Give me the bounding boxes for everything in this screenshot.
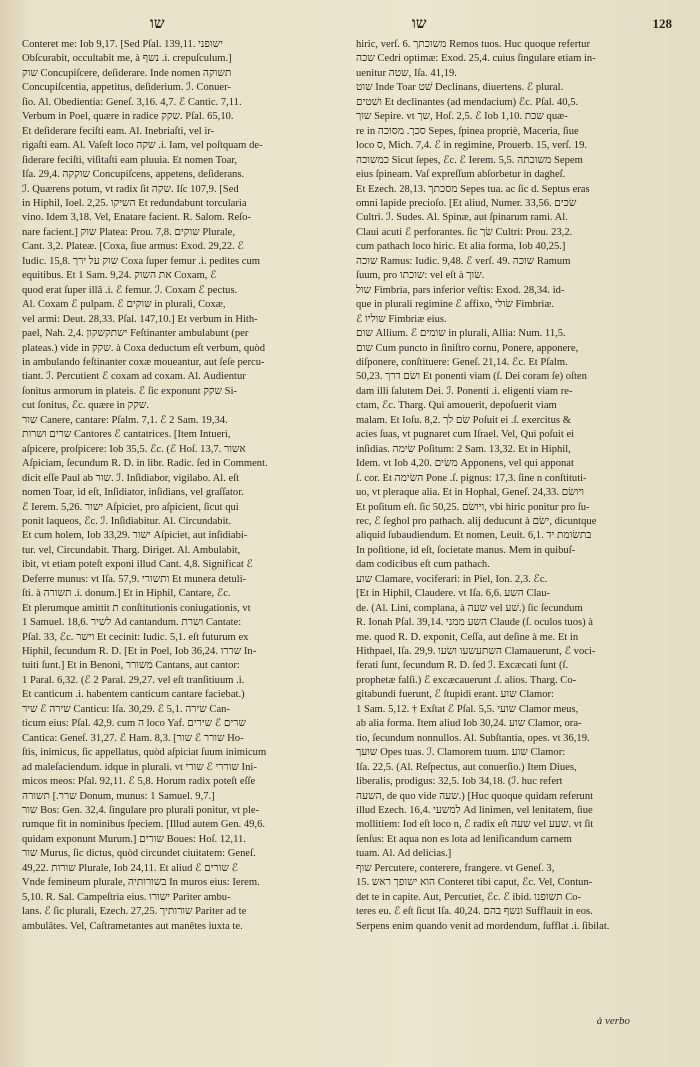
text-line: שרר.] תשורה Donum, munus: 1 Samuel. 9,7.] bbox=[22, 790, 215, 802]
text-line: quidam exponunt Murum.] שורים Boues: Hoſ. 12,11. bbox=[22, 833, 246, 845]
text-line: uo, vt pleraque alia. Et in Hophal, Geneſ. 24,33. ויושׂם bbox=[356, 487, 584, 499]
text-line: 50,23. ושׂם דרך Et ponenti viam (ſ. Dei coram ſe) oſten bbox=[356, 371, 587, 383]
text-line: eius ſpineam. Vaſ expreſſum abſorbetur in dagheſ. bbox=[356, 169, 566, 181]
text-line: ponit laqueos, ℰc. ℐ. Inſidiabitur. Al. Circundabit. bbox=[22, 515, 232, 527]
text-line: ℐ. Quærens potum, vt radix ſit שקה. Iſc 107,9. [Sed bbox=[22, 183, 239, 195]
text-line: uenitur שטה, Iſa. 41,19. bbox=[356, 67, 457, 79]
text-line: Et plerumque amittit ת conſtitutionis coniugationis, vt bbox=[22, 602, 251, 614]
text-line: aliquid ſubaudiendum. Et nomen, Leuit. 6,1. בתשׂומת יד bbox=[356, 530, 592, 542]
text-line: כמשוכה Sicut ſepes, ℰc. ℰ Ierem. 5,5. משוכתה Sepem bbox=[356, 154, 583, 166]
left-column bbox=[22, 38, 342, 1043]
text-line: Hithpael, Iſa. 29,9. השתעשעו ושׂעו Clamauerunt, ℰ voci- bbox=[356, 646, 596, 658]
text-line: In poſitione, id eſt, ſocietate manus. Mem in quibuſ- bbox=[356, 544, 576, 556]
text-line: Iſa. 22,5. (Al. Reſpectus, aut conuerſio.) Item Diues, bbox=[356, 761, 577, 773]
text-line: de. (Al. Lini, complana, à שעה vel שׁע.) ſic ſecundum bbox=[356, 602, 583, 614]
text-line: ſti. à תשורה .i. donum.] Et in Hiphil, Cantare, ℰc. bbox=[22, 588, 231, 600]
text-line: diſponere, conſtituere: Geneſ. 21,14. ℰc. Et Pſalm. bbox=[356, 356, 568, 368]
text-line: ambulātes. Vel, Caſtrametantes aut manētes iuxta te. bbox=[22, 920, 243, 932]
right-column bbox=[356, 38, 676, 1043]
text-line: omni lapide precioſo. [Et aliud, Numer. 33,56. שׂכים bbox=[356, 197, 577, 209]
text-line: cum pathach loco hiric. Et alia forma, Iob 40,25.] bbox=[356, 241, 566, 253]
text-line: loco ס, Mich. 7,4. ℰ in regimine, Prouerb. 15, verſ. 19. bbox=[356, 140, 588, 152]
text-line: Iſa. 29,4. שוקקה Concupiſcens, appetens, deſiderans. bbox=[22, 169, 245, 181]
text-line: שור Bos: Gen. 32,4. ſingulare pro plurali ponitur, vt ple- bbox=[22, 805, 260, 817]
text-line: ſonitus armorum in plateis. ℰ ſic exponunt שקק Si- bbox=[22, 385, 238, 397]
text-line: dicit eſſe Paul ab שור. ℐ. Inſidiabor, vigilabo. Al. eſt bbox=[22, 472, 240, 484]
text-line: in Hiphil, Ioel. 2,25. השיקו Et redundabunt torcularia bbox=[22, 197, 247, 209]
text-line: prophetæ falſi.) ℰ excæcauerunt .ſ. alios. Tharg. Co- bbox=[356, 674, 577, 686]
text-line: ſuum, pro שוכתו: vel eſt à שׂוך. bbox=[356, 270, 485, 282]
text-line: Conteret me: Iob 9,17. [Sed Pſal. 139,11. ישופני bbox=[22, 39, 223, 50]
text-line: acies ſuas, vt pugnaret cum Iſrael. Vel, Qui poſuit ei bbox=[356, 429, 575, 441]
text-line: dam codicibus eſt cum pathach. bbox=[356, 559, 490, 571]
text-line: rec, ℰ ſeghol pro pathach. alij deducunt à ישׂם, dicuntque bbox=[356, 515, 597, 527]
text-line: שול Fimbria, pars inferior veſtis: Exod. 28,34. id- bbox=[356, 284, 565, 296]
text-line: ad maleſaciendum. idque in plurali. vt שורי ℰ שוררי Ini- bbox=[22, 761, 257, 773]
text-line: שוק Concupiſcere, deſiderare. Inde nomen תשוקה bbox=[22, 67, 232, 79]
text-line: Et Ezech. 28,13. מסכתך Sepes tua. ac ſic d. Septus eras bbox=[356, 183, 590, 195]
text-line: Serpens enim quando venit ad mordendum, ſufflat .i. ſibilat. bbox=[356, 920, 610, 932]
text-line: Cultri. ℐ. Sudes. Al. Spinæ, aut ſpinarum rami. Al. bbox=[356, 212, 568, 224]
text-line: Pſal. 33, ℰc. וישר Et cecinit: Iudic. 5,1. eſt futurum ex bbox=[22, 631, 249, 643]
text-line: pael, Nah. 2,4. ישתקשקון Feſtinanter ambulabunt (per bbox=[22, 328, 249, 340]
text-line: ſ. cor. Et השׂימה Pone .ſ. pignus: 17,3. ſine n conſtituti- bbox=[356, 472, 587, 484]
header-left-letter: שו bbox=[150, 16, 165, 32]
text-line: re in סכך. מסוכה Sepes, ſpinea propriè, Maceria, ſiue bbox=[356, 125, 579, 137]
text-line: שוך Sepire. vt שך, Hoſ. 2,5. ℰ Iob 1,10. שכת quæ- bbox=[356, 111, 568, 123]
header-mid-letter: שו bbox=[412, 16, 427, 32]
text-line: Aſpiciam, ſecundum R. D. in libr. Radic. ſed in Comment. bbox=[22, 458, 268, 470]
text-line: Et cum holem, Iob 33,29. ישור Aſpiciet, aut inſidiabi- bbox=[22, 530, 248, 542]
text-line: ℰ שוליו Fimbriæ eius. bbox=[356, 313, 447, 325]
text-line: tio, ſecundum nonnullos. Al. Subſtantia, opes. vt 36,19. bbox=[356, 732, 590, 744]
text-line: Et canticum .i. habentem canticum cantare faciebat.) bbox=[22, 689, 245, 701]
text-line: ab alia forma. Item aliud Iob 30,24. שוע Clamor, ora- bbox=[356, 718, 582, 730]
text-line: me. quod R. D. exponit, Ceſſa, aut deſine à me. Et in bbox=[356, 631, 579, 643]
text-line: tiant. ℐ. Percutient ℰ coxam ad coxam. Al. Audientur bbox=[22, 371, 246, 383]
text-line: Et deſiderare feciſti eam. Al. Inebriaſti, vel ir- bbox=[22, 125, 215, 137]
text-line: [Et in Hiphil, Claudere. vt Iſa. 6,6. השע Clau- bbox=[356, 588, 551, 600]
text-line: equitibus. Et 1 Sam. 9,24. את השוק Coxam, ℰ bbox=[22, 270, 217, 282]
text-line: Et poſitum eſt. ſic 50,25. ויושׂם, vbi hiric ponitur pro ſu- bbox=[356, 501, 590, 513]
text-line: Iudic. 15,8. שוק על ירך Coxa ſuper femur .i. pedites cum bbox=[22, 255, 261, 267]
text-line: tuam. Al. Ad delicias.] bbox=[356, 848, 452, 860]
text-line: ibit, vt etiam poteſt exponi illud Cant. 4,8. Significat ℰ bbox=[22, 559, 253, 571]
text-line: cut ſonitus, ℰc. quære in שקק. bbox=[22, 400, 150, 412]
text-line: Deferre munus: vt Iſa. 57,9. ותשורי Et munera detuli- bbox=[22, 573, 247, 585]
text-line: vel armi: Deut. 28,33. Pſal. 147,10.] Et verbum in Hith- bbox=[22, 313, 258, 325]
text-line: gitabundi fuerunt, ℰ ſtupidi erant. שוע Clamor: bbox=[356, 689, 554, 701]
text-line: lans. ℰ ſic plurali, Ezech. 27,25. שורותיך Pariter ad te bbox=[22, 906, 247, 918]
text-line: Verbum in Poel, quære in radice שקק. Pſal. 65,10. bbox=[22, 111, 234, 123]
text-line: שוף Percutere, conterere, frangere. vt Geneſ. 3, bbox=[356, 862, 555, 874]
text-line: Cant. 3,2. Plateæ. [Coxa, ſiue armus: Exod. 29,22. ℰ bbox=[22, 241, 244, 253]
text-line: rumque fit in nominibus ſpeciem. [Illud autem Gen. 49,6. bbox=[22, 819, 266, 831]
text-line: ſenſus: Et aqua non es lota ad leniſicandum carnem bbox=[356, 833, 572, 845]
text-line: mollitiem: Iod eſt loco n, ℰ radix eſt שעה vel שעע. vt ſit bbox=[356, 819, 594, 831]
page-number: 128 bbox=[652, 16, 672, 31]
text-line: nomen Toar, id eſt, Inſidiator, inſidians, vel graſſator. bbox=[22, 487, 244, 499]
text-line: nare facient.] שוק Platea: Prou. 7,8. שוקים Plurale, bbox=[22, 226, 235, 238]
text-line: ℰ Ierem. 5,26. ישור Aſpiciet, pro aſpicient, ſicut qui bbox=[22, 501, 239, 513]
text-line: שוע Clamare, vociferari: in Piel, Ion. 2,3. ℰc. bbox=[356, 573, 548, 585]
text-line: שום Allium. ℰ שומים in plurali, Allia: Num. 11,5. bbox=[356, 328, 566, 340]
text-line: tur. vel, Circundabit. Tharg. Diriget. Al. Ambulabit, bbox=[22, 544, 241, 556]
text-line: השעה, de quo vide שעה.) [Huc quoque quidam referunt bbox=[356, 790, 594, 802]
text-line: 5,10. R. Sal. Campeſtria eius. ישורו Pariter ambu- bbox=[22, 891, 231, 903]
text-line: hiric, verſ. 6. משוכתך Remos tuos. Huc quoque refertur bbox=[356, 39, 590, 50]
text-line: liberalis, prodigus: 32,5. Iob 34,18. (ℐ. huc refert bbox=[356, 776, 563, 788]
catchword: à verbo bbox=[596, 1015, 630, 1027]
text-line: ſio. Al. Obedientia: Geneſ. 3,16. 4,7. ℰ Cantic. 7,11. bbox=[22, 96, 242, 108]
text-line: in ambulando feſtinanter coxæ moueantur, aut ſeſe percu- bbox=[22, 356, 265, 368]
text-line: שרים ושרות Cantores ℰ cantatrices. [Item Intueri, bbox=[22, 429, 231, 441]
text-line: det te in capite. Aut, Percutiet, ℰc. ℰ ibid. תשופנו Co- bbox=[356, 891, 582, 903]
text-line: illud Ezech. 16,4. למשעי Ad linimen, vel lenitatem, ſiue bbox=[356, 805, 593, 817]
running-header bbox=[22, 14, 678, 38]
text-line: 1 Sam. 5,12. † Exſtat ℰ Pſal. 5,5. שועי Clamor meus, bbox=[356, 703, 579, 715]
text-line: Concupiſcentia, appetitus, deſiderium. ℐ. Conuer- bbox=[22, 82, 231, 94]
text-line: שום Cum puncto in ſiniſtro cornu, Ponere, apponere, bbox=[356, 342, 579, 354]
text-line: 1 Paral. 6,32. (ℰ 2 Paral. 29,27. vel eſt tranſitiuum .i. bbox=[22, 674, 245, 686]
text-line: Hiphil, ſecundum R. D. [Et in Poel, Iob 36,24. שררו In- bbox=[22, 646, 257, 658]
text-line: teres eu. ℰ eſt ſicut Iſa. 40,24. ונשף בהם Sufflauit in eos. bbox=[356, 906, 593, 918]
text-line: שכה Cedri optimæ: Exod. 25,4. cuius ſingulare etiam in- bbox=[356, 53, 596, 65]
text-line: tuiti ſunt.] Et in Benoni, משורר Cantans, aut cantor: bbox=[22, 660, 240, 672]
text-line: שיר ℰ שירה Canticu: Iſa. 30,29. ℰ 5,1. שירה Can- bbox=[22, 703, 231, 715]
text-line: malam. Et Ioſu. 8,2. שׂם לך Poſuit ei .ſ. exercitus & bbox=[356, 414, 571, 426]
text-line: plateas.) vide in שקק. à Coxa deductum eſt verbum, quòd bbox=[22, 342, 266, 354]
text-line: Vnde femineum plurale, בשורותיה In muros eius: Ierem. bbox=[22, 877, 260, 889]
text-line: quod erat ſuper illâ .i. ℰ femur. ℐ. Coxam ℰ pectus. bbox=[22, 284, 238, 296]
text-line: ticum eius: Pſal. 42,9. cum ה loco Yaf. שירים ℰ שרים bbox=[22, 718, 246, 730]
text-line: שוכה Ramus: Iudic. 9,48. ℰ verſ. 49. שוכה Ramum bbox=[356, 255, 571, 267]
text-line: Obſcurabit, occultabit me, à נשף .i. crepuſculum.] bbox=[22, 53, 232, 65]
text-line: Cantica: Geneſ. 31,27. ℰ Ham. 8,3. [שור ℰ שורר Ho- bbox=[22, 732, 244, 744]
text-line: שועך Opes tuas. ℐ. Clamorem tuum. שוע Clamor: bbox=[356, 747, 566, 759]
text-line: vino. Idem 3,18. Vel, Enatare facient. R. Salom. Reſo- bbox=[22, 212, 251, 224]
text-line: que in plurali regimine ℰ affixo, שׂולי Fimbriæ. bbox=[356, 299, 555, 311]
text-line: Claui acuti ℰ perforantes. ſic שׂך Cultri: Prou. 23,2. bbox=[356, 226, 573, 238]
text-line: ושׁטים Et declinantes (ad mendacium) ℰc. Pſal. 40,5. bbox=[356, 96, 579, 108]
text-line: Idem. vt Iob 4,20. משׂים Apponens, vel qui apponat bbox=[356, 458, 574, 470]
text-line: inſidias. שׂימה Poſitum: 2 Sam. 13,32. Et in Hiphil, bbox=[356, 443, 571, 455]
text-line: ctam, ℰc. Tharg. Qui amouerit, depoſuerit viam bbox=[356, 400, 557, 412]
text-line: Al. Coxam ℰ pulpam. ℰ שוקים in plurali, Coxæ, bbox=[22, 299, 226, 311]
text-line: ferati ſunt, ſecundum R. D. ſed ℐ. Excæcati ſunt (ſ. bbox=[356, 660, 569, 672]
text-columns bbox=[22, 38, 678, 1043]
text-line: 1 Samuel. 18,6. לשיר Ad cantandum. ושרת Cantate: bbox=[22, 617, 242, 629]
text-line: 15. הוא ישופך ראש Conteret tibi caput, ℰc. Vel, Contun- bbox=[356, 877, 593, 889]
text-line: ſiderare feciſti, viſitaſti eam pluuia. Et nomen Toar, bbox=[22, 154, 238, 166]
text-line: rigaſti eam. Al. Vaſeſt loco שקה .i. Iam, vel poſtquam de- bbox=[22, 140, 263, 152]
text-line: micos meos: Pſal. 92,11. ℰ 5,8. Horum radix poteſt eſſe bbox=[22, 776, 256, 788]
text-line: aſpicere, proſpicere: Iob 35,5. ℰc. (ℰ Hoſ. 13,7. אשור bbox=[22, 443, 246, 455]
text-line: dam illi ſalutem Dei. ℐ. Ponenti .i. eligenti viam re- bbox=[356, 385, 573, 397]
text-line: R. Ionah Pſal. 39,14. השע ממני Claude (ſ. oculos tuos) à bbox=[356, 617, 593, 629]
text-line: 49,22. שורות Plurale, Iob 24,11. Et aliud ℰ שורים ℰ bbox=[22, 862, 239, 874]
text-line: ſtis, inimicus, ſic appellatus, quòd aſpiciat ſuum inimicum bbox=[22, 747, 267, 759]
text-line: שוט Inde Toar שׁט Declinans, diuertens. ℰ plural. bbox=[356, 82, 564, 94]
text-line: שור Murus, ſic dictus, quòd circundet ciuitatem: Geneſ. bbox=[22, 848, 256, 860]
text-line: שור Canere, cantare: Pſalm. 7,1. ℰ 2 Sam. 19,34. bbox=[22, 414, 228, 426]
